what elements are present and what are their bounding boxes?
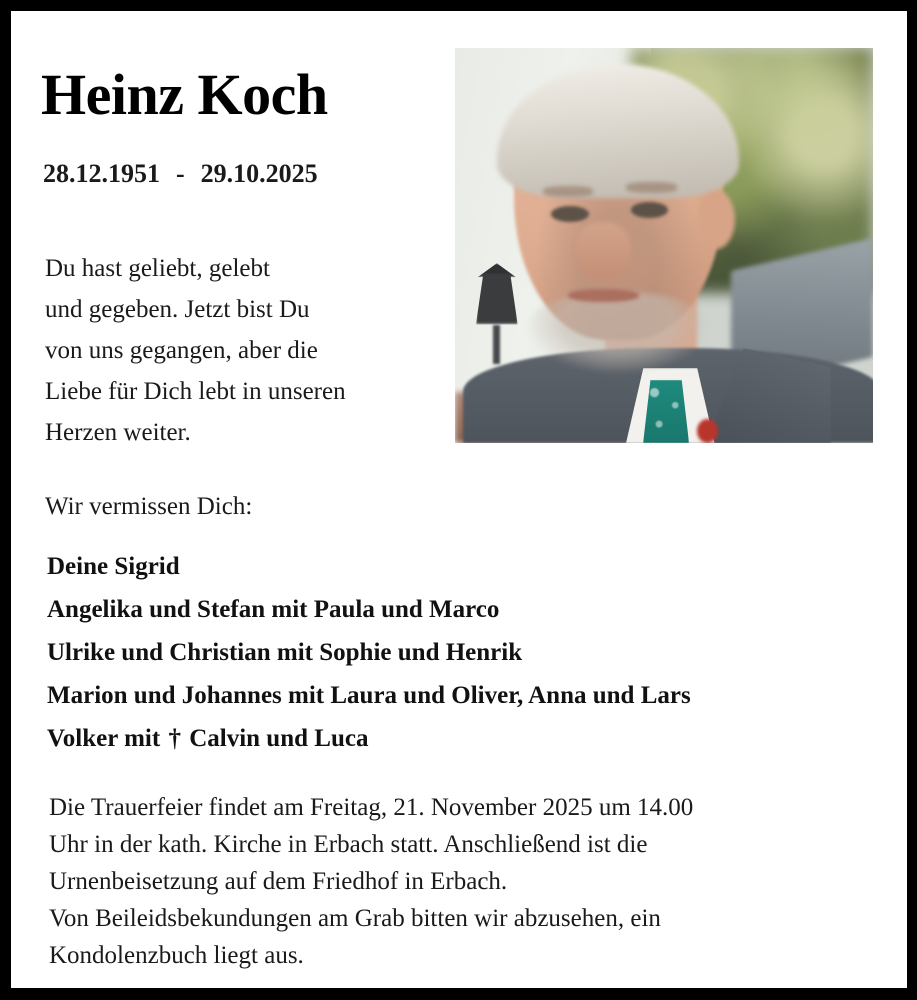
verse-line: von uns gegangen, aber die [45, 337, 318, 364]
verse-line: Liebe für Dich lebt in unseren [45, 378, 346, 405]
life-dates [43, 159, 318, 189]
family-line: Marion und Johannes mit Laura und Oliver, Anna und Lars [47, 682, 691, 709]
family-line: Angelika und Stefan mit Paula und Marco [47, 596, 500, 623]
dagger-icon: † [168, 725, 181, 752]
family-names-list [47, 545, 897, 760]
photo-ear [697, 190, 735, 249]
service-line: Uhr in der kath. Kirche in Erbach statt. Anschließend ist die [49, 831, 648, 858]
family-line: Ulrike und Christian mit Sophie und Henrik [47, 639, 523, 666]
photo-eyebrow-right [626, 182, 676, 192]
funeral-service-details [49, 789, 899, 974]
photo-beard [530, 293, 706, 372]
family-line-prefix: Volker mit [47, 725, 167, 752]
mourners-intro: Wir vermissen Dich: [45, 493, 253, 520]
verse-line: Herzen weiter. [45, 419, 191, 446]
photo-necktie [643, 380, 689, 443]
deceased-name: Heinz Koch [41, 62, 328, 127]
birth-date: 28.12.1951 [43, 159, 160, 188]
service-line: Kondolenzbuch liegt aus. [49, 942, 304, 969]
service-line: Die Trauerfeier findet am Freitag, 21. November 2025 um 14.00 [49, 794, 694, 821]
photo-eyebrow-left [543, 186, 593, 196]
photo-mouth [568, 289, 639, 302]
family-line: Deine Sigrid [47, 553, 180, 580]
photo-eye-right [631, 202, 669, 218]
verse-line: und gegeben. Jetzt bist Du [45, 296, 310, 323]
photo-nose [576, 222, 630, 281]
portrait-photo [455, 48, 873, 443]
death-date: 29.10.2025 [200, 159, 318, 188]
verse-line: Du hast geliebt, gelebt [45, 255, 270, 282]
date-separator: - [176, 159, 185, 188]
family-line-suffix: Calvin und Luca [182, 725, 369, 752]
family-line-with-dagger [47, 717, 897, 760]
photo-eye-left [551, 206, 589, 222]
service-line: Urnenbeisetzung auf dem Friedhof in Erbach. [49, 868, 508, 895]
notice-inner [11, 11, 907, 988]
service-line: Von Beileidsbekundungen am Grab bitten wir abzusehen, ein [49, 905, 661, 932]
photo-lantern-bracket [493, 325, 499, 365]
memorial-verse [45, 248, 445, 453]
